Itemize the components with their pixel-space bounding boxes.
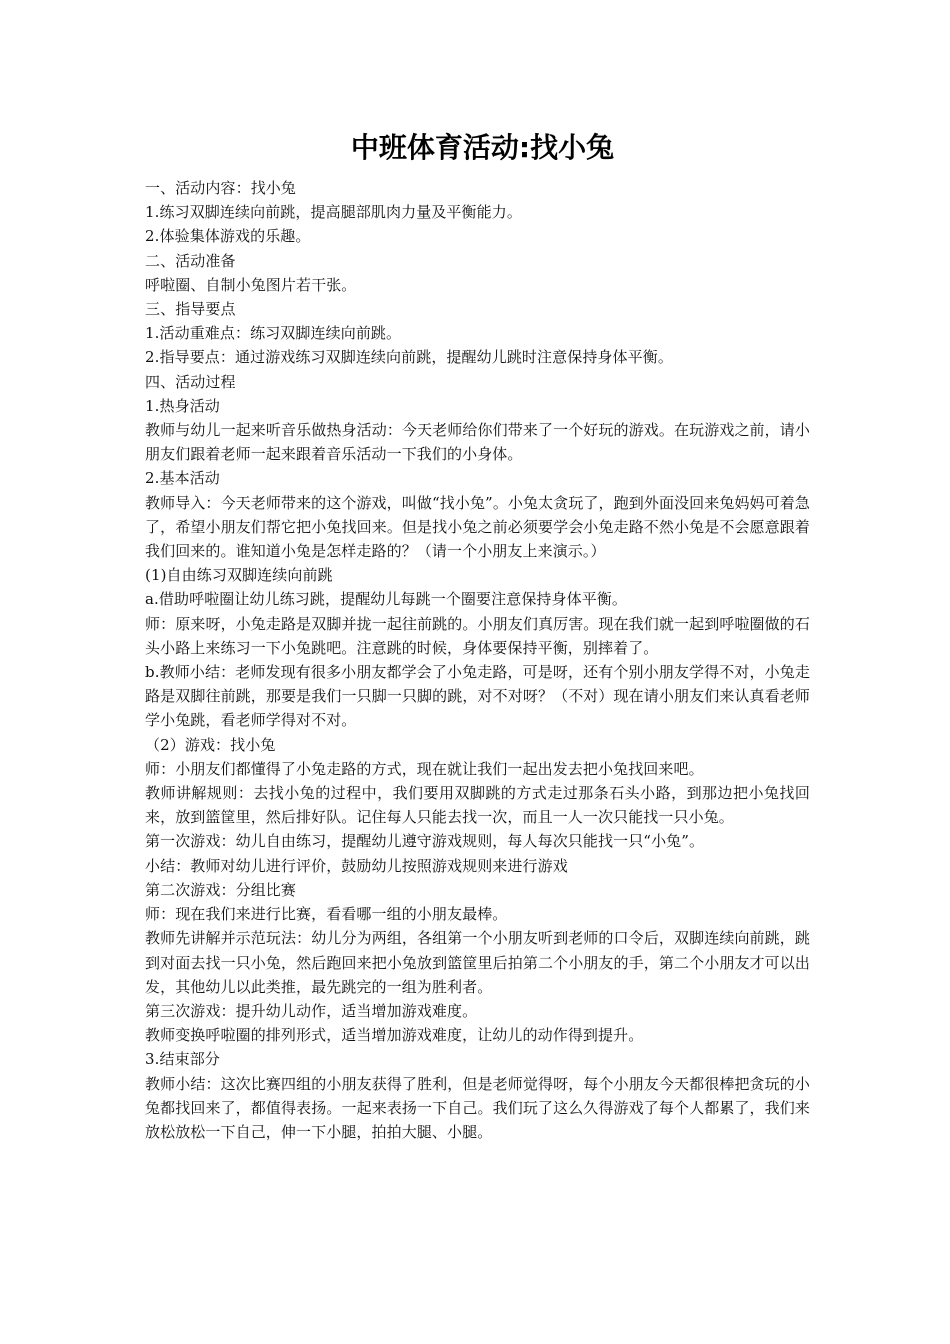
paragraph: 第二次游戏：分组比赛 (145, 880, 297, 899)
paragraph: a.借助呼啦圈让幼儿练习跳，提醒幼儿每跳一个圈要注意保持身体平衡。 (145, 590, 628, 609)
paragraph: 2.基本活动 (145, 469, 220, 488)
paragraph: 1.热身活动 (145, 396, 220, 415)
paragraph: 2.体验集体游戏的乐趣。 (145, 227, 311, 246)
paragraph: 二、活动准备 (145, 251, 236, 270)
paragraph: 1.练习双脚连续向前跳，提高腿部肌肉力量及平衡能力。 (145, 203, 522, 222)
paragraph: 教师导入：今天老师带来的这个游戏，叫做“找小兔”。小兔太贪玩了，跑到外面没回来兔妈妈可着急了，希望小朋友们帮它把小兔找回来。但是找小兔之前必须要学会小兔走路不然小兔是不会愿意跟着我们回来的。谁知道小兔是怎样走路的？（请一个小朋友上来演示。） (145, 493, 810, 561)
paragraph: 教师变换呼啦圈的排列形式，适当增加游戏难度，让幼儿的动作得到提升。 (145, 1026, 644, 1045)
paragraph: 教师小结：这次比赛四组的小朋友获得了胜利，但是老师觉得呀，每个小朋友今天都很棒把贪玩的小兔都找回来了，都值得表扬。一起来表扬一下自己。我们玩了这么久得游戏了每个人都累了，我们来放松放松一下自己，伸一下小腿，拍拍大腿、小腿。 (145, 1074, 810, 1141)
paragraph: 教师讲解规则：去找小兔的过程中，我们要用双脚跳的方式走过那条石头小路，到那边把小兔找回来，放到篮筐里，然后排好队。记住每人只能去找一次，而且一人一次只能找一只小兔。 (145, 784, 810, 827)
paragraph: 一、活动内容：找小兔 (145, 179, 297, 197)
paragraph: 师：小朋友们都懂得了小兔走路的方式，现在就让我们一起出发去把小兔找回来吧。 (145, 759, 704, 778)
paragraph: 三、指导要点 (145, 300, 236, 319)
paragraph: 第三次游戏：提升幼儿动作，适当增加游戏难度。 (145, 1001, 478, 1020)
paragraph: 呼啦圈、自制小兔图片若干张。 (145, 275, 357, 294)
paragraph: b.教师小结：老师发现有很多小朋友都学会了小兔走路，可是呀，还有个别小朋友学得不对，小兔走路是双脚往前跳，那要是我们一只脚一只脚的跳，对不对呀？（不对）现在请小朋友们来认真看老师学小兔跳，看老师学得对不对。 (145, 663, 810, 730)
paragraph: 师：现在我们来进行比赛，看看哪一组的小朋友最棒。 (145, 905, 508, 924)
document-title: 中班体育活动:找小兔 (350, 131, 615, 164)
paragraph: 第一次游戏：幼儿自由练习，提醒幼儿遵守游戏规则，每人每次只能找一只“小兔”。 (145, 832, 705, 851)
paragraph: 师：原来呀，小兔走路是双脚并拢一起往前跳的。小朋友们真厉害。现在我们就一起到呼啦圈做的石头小路上来练习一下小兔跳吧。注意跳的时候，身体要保持平衡，别摔着了。 (145, 614, 810, 657)
paragraph: 教师先讲解并示范玩法：幼儿分为两组，各组第一个小朋友听到老师的口令后，双脚连续向前跳，跳到对面去找一只小兔，然后跑回来把小兔放到篮筐里后拍第二个小朋友的手，第二个小朋友才可以出发，其他幼儿以此类推，最先跳完的一组为胜利者。 (145, 929, 810, 996)
paragraph: 教师与幼儿一起来听音乐做热身活动：今天老师给你们带来了一个好玩的游戏。在玩游戏之前，请小朋友们跟着老师一起来跟着音乐活动一下我们的小身体。 (145, 421, 810, 464)
paragraph: 四、活动过程 (145, 372, 236, 391)
document-page (145, 126, 810, 1144)
paragraph: 3.结束部分 (145, 1050, 220, 1069)
paragraph: (1)自由练习双脚连续向前跳 (145, 566, 333, 585)
paragraph: 小结：教师对幼儿进行评价，鼓励幼儿按照游戏规则来进行游戏 (145, 856, 568, 875)
paragraph: 1.活动重难点：练习双脚连续向前跳。 (145, 324, 402, 343)
paragraph: （2）游戏：找小兔 (145, 735, 276, 754)
paragraph: 2.指导要点：通过游戏练习双脚连续向前跳，提醒幼儿跳时注意保持身体平衡。 (145, 348, 673, 367)
document-body (145, 176, 810, 1144)
